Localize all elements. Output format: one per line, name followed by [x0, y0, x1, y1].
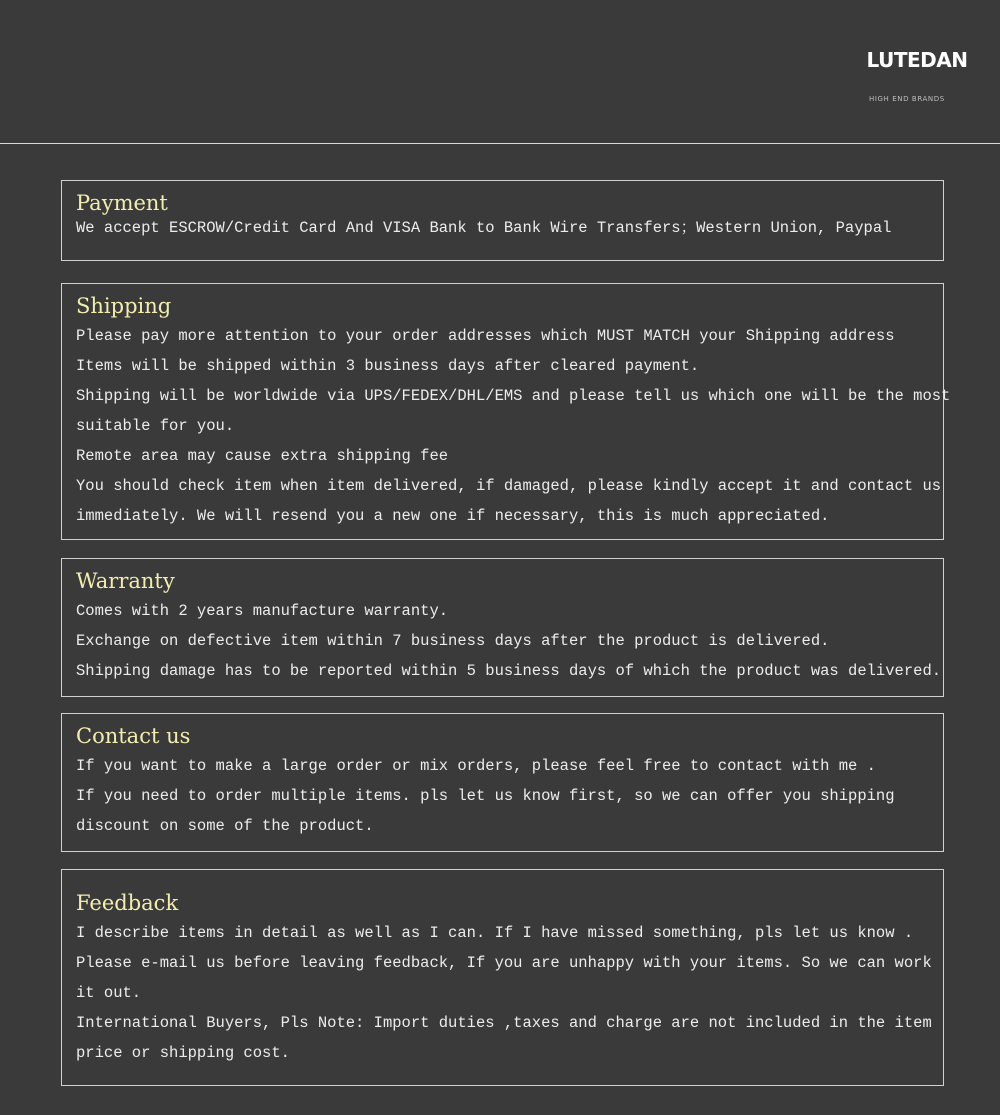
section-line: immediately. We will resend you a new one if necessary, this is much appreciated. — [76, 507, 830, 525]
section-line: I describe items in detail as well as I can. If I have missed something, pls let us know . — [76, 924, 914, 942]
section-line: Comes with 2 years manufacture warranty. — [76, 602, 449, 620]
section-payment — [61, 180, 944, 261]
page-header — [0, 0, 1000, 144]
section-feedback — [61, 869, 944, 1086]
section-line: We accept ESCROW/Credit Card And VISA Bank to Bank Wire Transfers；Western Union, Paypal — [76, 219, 892, 237]
section-title: Payment — [76, 191, 168, 215]
brand-logo — [862, 46, 972, 104]
section-line: Shipping damage has to be reported within 5 business days of which the product was delivered. — [76, 662, 942, 680]
section-line: it out. — [76, 984, 142, 1002]
logo-wordmark: LUTEDAN — [866, 48, 968, 72]
section-line: You should check item when item delivered, if damaged, please kindly accept it and contact us — [76, 477, 942, 495]
logo-tagline: HIGH END BRANDS — [869, 95, 945, 103]
section-line: If you need to order multiple items. pls let us know first, so we can offer you shipping — [76, 787, 895, 805]
section-line: Please pay more attention to your order addresses which MUST MATCH your Shipping address — [76, 327, 895, 345]
section-line: suitable for you. — [76, 417, 235, 435]
section-warranty — [61, 558, 944, 697]
section-line: Items will be shipped within 3 business days after cleared payment. — [76, 357, 700, 375]
section-line: International Buyers, Pls Note: Import duties ,taxes and charge are not included in the item — [76, 1014, 932, 1032]
section-line: price or shipping cost. — [76, 1044, 290, 1062]
section-title: Warranty — [76, 569, 175, 593]
section-line: Shipping will be worldwide via UPS/FEDEX/DHL/EMS and please tell us which one will be the most — [76, 387, 951, 405]
section-shipping — [61, 283, 951, 540]
section-title: Feedback — [76, 891, 179, 915]
section-line: discount on some of the product. — [76, 817, 374, 835]
section-title: Contact us — [76, 724, 191, 748]
section-line: If you want to make a large order or mix orders, please feel free to contact with me . — [76, 757, 876, 775]
section-title: Shipping — [76, 294, 172, 318]
section-line: Please e-mail us before leaving feedback, If you are unhappy with your items. So we can work — [76, 954, 932, 972]
section-line: Remote area may cause extra shipping fee — [76, 447, 449, 465]
section-line: Exchange on defective item within 7 business days after the product is delivered. — [76, 632, 830, 650]
section-contact — [61, 713, 944, 852]
